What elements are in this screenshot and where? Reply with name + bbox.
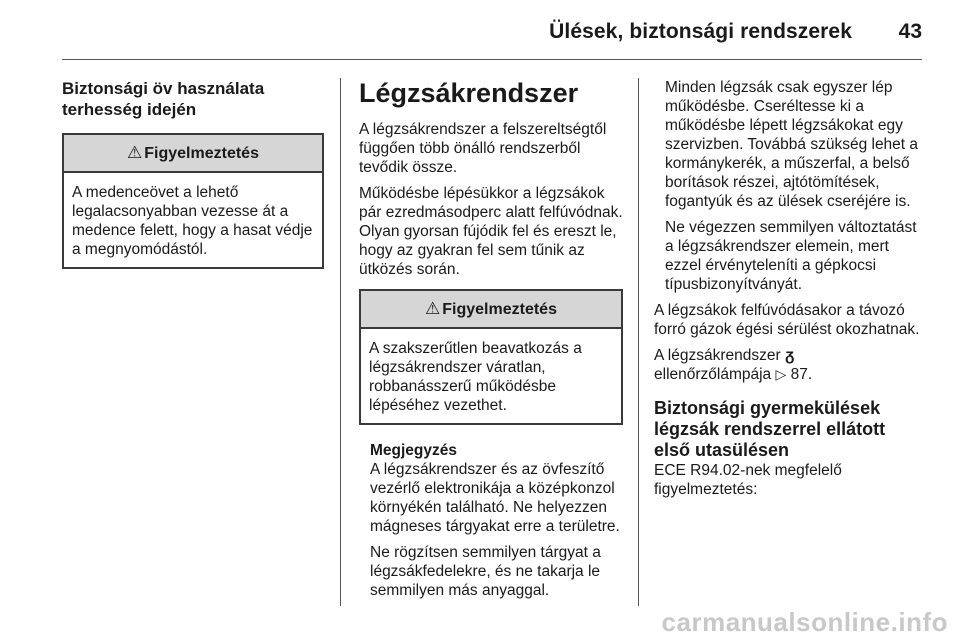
section-heading-child-seat: Biztonsági gyermekülések légzsák rendszerrel ellátott első utasülésen	[654, 398, 886, 460]
column-divider-1	[340, 78, 341, 606]
note-paragraph: Minden légzsák csak egyszer lép működésbe. Cseréltesse ki a működésbe lépett légzsákokat egy szervizben. Továbbá szükség lehet a kormánykerék, a műszerfal, a belső borítások részei, ajtótömítések, fogantyúk és az ülések cseréjére is.	[665, 79, 919, 210]
paragraph: A légzsákok felfúvódásakor a távozó forró gázok égési sérülést okozhatnak.	[654, 302, 920, 338]
paragraph: Működésbe lépésükkor a légzsákok pár ezredmásodperc alatt felfúvódnak. Olyan gyorsan fújódik fel és ereszt le, hogy az gyakran fel sem tűnik az ütközés során.	[359, 185, 623, 278]
note-paragraph: A légzsákrendszer és az övfeszítő vezérlő elektronikája a középkonzol környékén található. Ne helyezzen mágneses tárgyakat erre a területre.	[370, 461, 620, 535]
warning-header	[361, 291, 621, 329]
paragraph: ECE R94.02-nek megfelelő figyelmeztetés:	[654, 462, 842, 498]
note-paragraph: Ne rögzítsen semmilyen tárgyat a légzsákfedelekre, és ne takarja le semmilyen más anyaggal.	[370, 544, 601, 599]
page-reference-icon: ▷	[775, 366, 787, 382]
warning-box-pregnancy	[62, 133, 324, 269]
warning-title: Figyelmeztetés	[442, 301, 557, 318]
note-paragraph: Ne végezzen semmilyen változtatást a légzsákrendszer elemein, mert ezzel érvényteleníti a gépkocsi típusbizonyítványát.	[665, 219, 917, 293]
page-reference: 87.	[790, 366, 813, 383]
warning-triangle-icon: ⚠	[425, 299, 441, 318]
warning-header	[64, 135, 322, 173]
warning-text: A szakszerűtlen beavatkozás a légzsákrendszer váratlan, robbanásszerű működésbe lépéséhez vezethet.	[369, 340, 582, 414]
note-heading: Megjegyzés	[370, 442, 458, 459]
watermark: carmanualsonline.info	[661, 607, 948, 637]
warning-box-airbag	[359, 289, 623, 425]
header-rule	[62, 59, 922, 60]
section-heading-airbag: Légzsákrendszer	[359, 78, 579, 108]
note-continuation	[654, 78, 926, 294]
indicator-text-2: ellenőrzőlámpája	[654, 366, 772, 383]
indicator-text: A légzsákrendszer	[654, 347, 781, 364]
column-2	[359, 78, 623, 607]
warning-text: A medenceövet a lehető legalacsonyabban vezesse át a medence felett, hogy a hasat védje a megnyomódástól.	[72, 184, 313, 258]
indicator-paragraph	[654, 346, 926, 384]
column-1	[62, 78, 324, 269]
column-3	[654, 78, 926, 506]
page-number: 43	[898, 20, 922, 43]
page-header-title: Ülések, biztonsági rendszerek	[549, 20, 852, 43]
warning-triangle-icon: ⚠	[127, 143, 143, 162]
section-heading-pregnancy: Biztonsági öv használata terhesség idején	[62, 79, 265, 119]
note-block	[359, 441, 623, 600]
warning-title: Figyelmeztetés	[144, 145, 259, 162]
paragraph: A légzsákrendszer a felszereltségtől függően több önálló rendszerből tevődik össze.	[359, 121, 607, 176]
column-divider-2	[638, 78, 639, 606]
airbag-warning-light-icon: ᵹ	[784, 347, 795, 364]
